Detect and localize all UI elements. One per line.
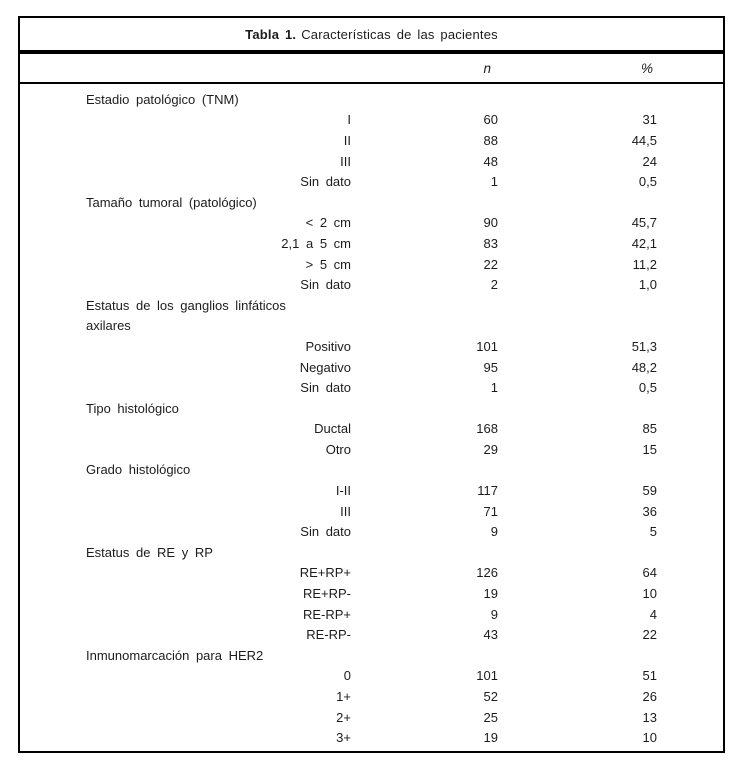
row-label-cell: 2+	[336, 709, 351, 725]
table-row	[20, 727, 723, 748]
row-n-cell: 126	[476, 565, 498, 581]
table-title-number: Tabla 1.	[245, 26, 297, 42]
row-n-cell: 1	[490, 380, 498, 396]
table-row	[20, 563, 723, 584]
row-label-cell: < 2 cm	[305, 215, 351, 231]
table-row	[20, 274, 723, 295]
row-label-cell: > 5 cm	[305, 256, 351, 272]
row-percent-cell: 0,5	[638, 174, 657, 190]
table-row	[20, 583, 723, 604]
row-n-cell: 1	[490, 174, 498, 190]
row-n-cell: 29	[483, 441, 498, 457]
table-title	[20, 18, 723, 50]
section-label-cell: axilares	[86, 318, 131, 334]
row-percent-cell: 11,2	[632, 256, 657, 272]
table-row	[20, 604, 723, 625]
row-percent-cell: 15	[642, 441, 657, 457]
column-header-row	[20, 54, 723, 82]
row-percent-cell: 31	[642, 112, 657, 128]
row-n-cell: 48	[483, 153, 498, 169]
table-row	[20, 377, 723, 398]
table-row	[20, 419, 723, 440]
row-n-cell: 168	[476, 421, 498, 437]
row-n-cell: 101	[476, 668, 498, 684]
row-n-cell: 19	[483, 730, 498, 746]
row-percent-cell: 24	[642, 153, 657, 169]
row-percent-cell: 10	[642, 586, 657, 602]
row-percent-cell: 42,1	[631, 235, 657, 251]
row-n-cell: 83	[483, 235, 498, 251]
row-label-cell: Sin dato	[300, 277, 351, 293]
row-label-cell: Otro	[325, 441, 351, 457]
section-header-row	[20, 398, 723, 419]
row-n-cell: 90	[483, 215, 498, 231]
row-percent-cell: 22	[642, 627, 657, 643]
row-label-cell: III	[340, 153, 351, 169]
row-percent-cell: 1,0	[638, 277, 657, 293]
row-percent-cell: 36	[642, 503, 657, 519]
table-row	[20, 439, 723, 460]
table-row	[20, 130, 723, 151]
table-row	[20, 171, 723, 192]
column-header-percent: %	[640, 60, 653, 76]
row-n-cell: 95	[483, 359, 498, 375]
row-n-cell: 52	[483, 689, 498, 705]
section-header-row	[20, 645, 723, 666]
column-header-n: n	[483, 60, 491, 76]
row-label-cell: II	[343, 132, 351, 148]
table-container	[18, 16, 725, 753]
row-label-cell: RE+RP+	[299, 565, 351, 581]
section-label-cell: Estatus de los ganglios linfáticos	[86, 297, 286, 313]
row-n-cell: 19	[483, 586, 498, 602]
section-header-row	[20, 89, 723, 110]
table-row	[20, 233, 723, 254]
row-percent-cell: 0,5	[638, 380, 657, 396]
row-label-cell: RE-RP+	[302, 606, 351, 622]
table-title-text: Características de las pacientes	[301, 26, 498, 42]
row-percent-cell: 4	[649, 606, 657, 622]
section-label-cell: Tamaño tumoral (patológico)	[86, 194, 257, 210]
section-label-cell: Estatus de RE y RP	[86, 544, 213, 560]
section-header-row	[20, 460, 723, 481]
row-label-cell: 0	[343, 668, 351, 684]
row-label-cell: 3+	[336, 730, 351, 746]
row-percent-cell: 26	[642, 689, 657, 705]
row-n-cell: 25	[483, 709, 498, 725]
section-header-row	[20, 542, 723, 563]
row-label-cell: 2,1 a 5 cm	[281, 235, 351, 251]
row-label-cell: I-II	[335, 483, 351, 499]
row-label-cell: Sin dato	[300, 380, 351, 396]
row-label-cell: III	[340, 503, 351, 519]
row-label-cell: Ductal	[314, 421, 351, 437]
row-percent-cell: 13	[642, 709, 657, 725]
row-percent-cell: 10	[642, 730, 657, 746]
row-label-cell: RE-RP-	[306, 627, 351, 643]
table-row	[20, 110, 723, 131]
table-row	[20, 707, 723, 728]
row-percent-cell: 51	[642, 668, 657, 684]
row-n-cell: 60	[483, 112, 498, 128]
row-label-cell: Sin dato	[300, 174, 351, 190]
row-n-cell: 117	[477, 483, 498, 499]
row-label-cell: Positivo	[305, 338, 351, 354]
row-percent-cell: 64	[642, 565, 657, 581]
table-row	[20, 686, 723, 707]
row-percent-cell: 85	[642, 421, 657, 437]
table-row	[20, 151, 723, 172]
row-n-cell: 88	[483, 132, 498, 148]
table-row	[20, 336, 723, 357]
row-label-cell: Negativo	[299, 359, 351, 375]
row-label-cell: 1+	[336, 689, 351, 705]
row-n-cell: 2	[490, 277, 498, 293]
table-body	[20, 84, 723, 751]
table-row	[20, 521, 723, 542]
table-row	[20, 254, 723, 275]
row-n-cell: 22	[483, 256, 498, 272]
section-label-cell: Tipo histológico	[86, 400, 179, 416]
row-percent-cell: 48,2	[631, 359, 657, 375]
row-percent-cell: 44,5	[631, 132, 657, 148]
row-percent-cell: 5	[649, 524, 657, 540]
row-n-cell: 43	[483, 627, 498, 643]
section-header-row	[20, 192, 723, 213]
table-row	[20, 501, 723, 522]
table-row	[20, 357, 723, 378]
row-n-cell: 101	[476, 338, 498, 354]
table-row	[20, 624, 723, 645]
row-percent-cell: 51,3	[631, 338, 657, 354]
row-label-cell: Sin dato	[300, 524, 351, 540]
row-n-cell: 9	[490, 524, 498, 540]
table-row	[20, 213, 723, 234]
row-n-cell: 71	[483, 503, 498, 519]
row-label-cell: RE+RP-	[302, 586, 351, 602]
table-row	[20, 666, 723, 687]
section-header-row	[20, 316, 723, 337]
section-label-cell: Estadio patológico (TNM)	[86, 91, 239, 107]
row-label-cell: I	[347, 112, 351, 128]
section-label-cell: Grado histológico	[86, 462, 191, 478]
section-label-cell: Inmunomarcación para HER2	[86, 647, 264, 663]
row-percent-cell: 59	[642, 483, 657, 499]
row-percent-cell: 45,7	[631, 215, 657, 231]
table-row	[20, 480, 723, 501]
section-header-row	[20, 295, 723, 316]
row-n-cell: 9	[490, 606, 498, 622]
